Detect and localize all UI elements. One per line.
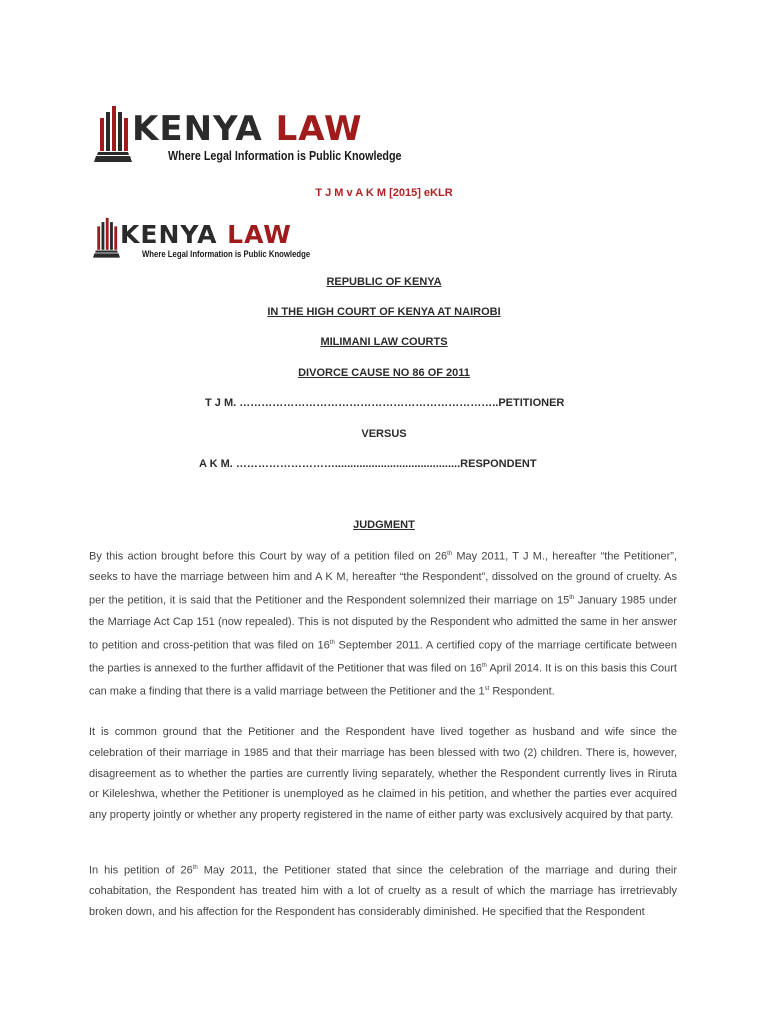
case-citation: T J M v A K M [2015] eKLR: [315, 187, 453, 199]
p3-sup-1: th: [192, 865, 198, 871]
respondent-name: A K M.: [199, 458, 233, 470]
party-respondent: [199, 458, 537, 470]
p1-sup-4: th: [481, 662, 487, 669]
logo-wordmark: [132, 109, 440, 149]
logo-tagline: Where Legal Information is Public Knowledge: [168, 149, 402, 163]
paragraph-2: It is common ground that the Petitioner and the Respondent have lived together as husband and wife since the celebration of their marriage in 1985 and that their marriage has been blessed with two (2) children. There is, however, disagreement as to whether the parties are currently living separately, whether the Respondent currently lives in Riruta or Kileleshwa, whether the Petitioner is unemployed as he claimed in his petition, and whether the parties ever acquired any property jointly or whether any property registered in the name of either party was exclusively acquired by that party.: [89, 726, 677, 822]
p1-text-f: Respondent.: [489, 686, 555, 699]
respondent-role: RESPONDENT: [460, 458, 537, 470]
logo-kenya: KENYA: [120, 220, 218, 249]
petitioner-role: PETITIONER: [498, 397, 565, 409]
heading-republic: REPUBLIC OF KENYA: [326, 276, 442, 288]
kenya-law-logo-small: [93, 216, 338, 259]
logo-law: LAW: [227, 220, 292, 249]
p3-text-a: In his petition of 26: [89, 864, 193, 877]
logo-wordmark: [120, 222, 338, 247]
logo-words: [132, 104, 440, 163]
p1-text-d: September 2011. A certified copy of the marriage certificate between the parties is annexed to the further affidavit of the Petitioner that was filed on 16: [89, 639, 678, 675]
p1-sup-3: th: [329, 639, 335, 646]
p1-text-e: April 2014. It is on this basis this Court can make a finding that there is a valid marriage between the Petitioner and the 1: [89, 662, 677, 699]
logo-tagline: Where Legal Information is Public Knowledge: [142, 249, 311, 259]
respondent-dots: ……………………….........................................: [232, 458, 461, 470]
p1-text-c: January 1985 under the Marriage Act Cap 151 (now repealed). This is not disputed by the Respondent who admitted the same in her answer to petition and cross-petition that was filed on 16: [89, 594, 677, 652]
pillar-emblem-icon: [94, 104, 132, 162]
heading-courts: MILIMANI LAW COURTS: [320, 336, 448, 348]
p1-sup-5: st: [484, 686, 490, 693]
petitioner-dots: ……………………………………………………………..: [236, 397, 499, 409]
logo-kenya: KENYA: [132, 109, 263, 149]
petitioner-name: T J M.: [205, 397, 237, 409]
p1-text-a: By this action brought before this Court by way of a petition filed on 26: [89, 550, 448, 563]
p1-sup-1: th: [447, 551, 453, 557]
p1-sup-2: th: [569, 595, 575, 602]
logo-law: LAW: [275, 109, 363, 149]
party-petitioner: [205, 397, 564, 409]
logo-words: [120, 216, 338, 259]
paragraph-1: [89, 544, 677, 703]
heading-judgment: JUDGMENT: [353, 519, 415, 531]
paragraph-3: [89, 858, 677, 923]
p1-text-b: May 2011, T J M., hereafter “the Petitioner”, seeks to have the marriage between him and A K M, hereafter “the Respondent”, dissolved on the ground of cruelty. As per the petition, it is said that the Petitioner and the Respondent solemnized their marriage on 15: [89, 550, 677, 607]
pillar-emblem-icon: [93, 216, 120, 258]
heading-cause: DIVORCE CAUSE NO 86 OF 2011: [298, 367, 470, 379]
heading-court: IN THE HIGH COURT OF KENYA AT NAIROBI: [267, 306, 501, 318]
heading-versus: VERSUS: [361, 428, 407, 440]
p3-text-b: May 2011, the Petitioner stated that since the celebration of the marriage and during their cohabitation, the Respondent has treated him with a lot of cruelty as a result of which the marriage has irretrievably broken down, and his affection for the Respondent has considerably diminished. He specified that the Respondent: [89, 864, 678, 919]
kenya-law-logo-large: [94, 104, 440, 163]
